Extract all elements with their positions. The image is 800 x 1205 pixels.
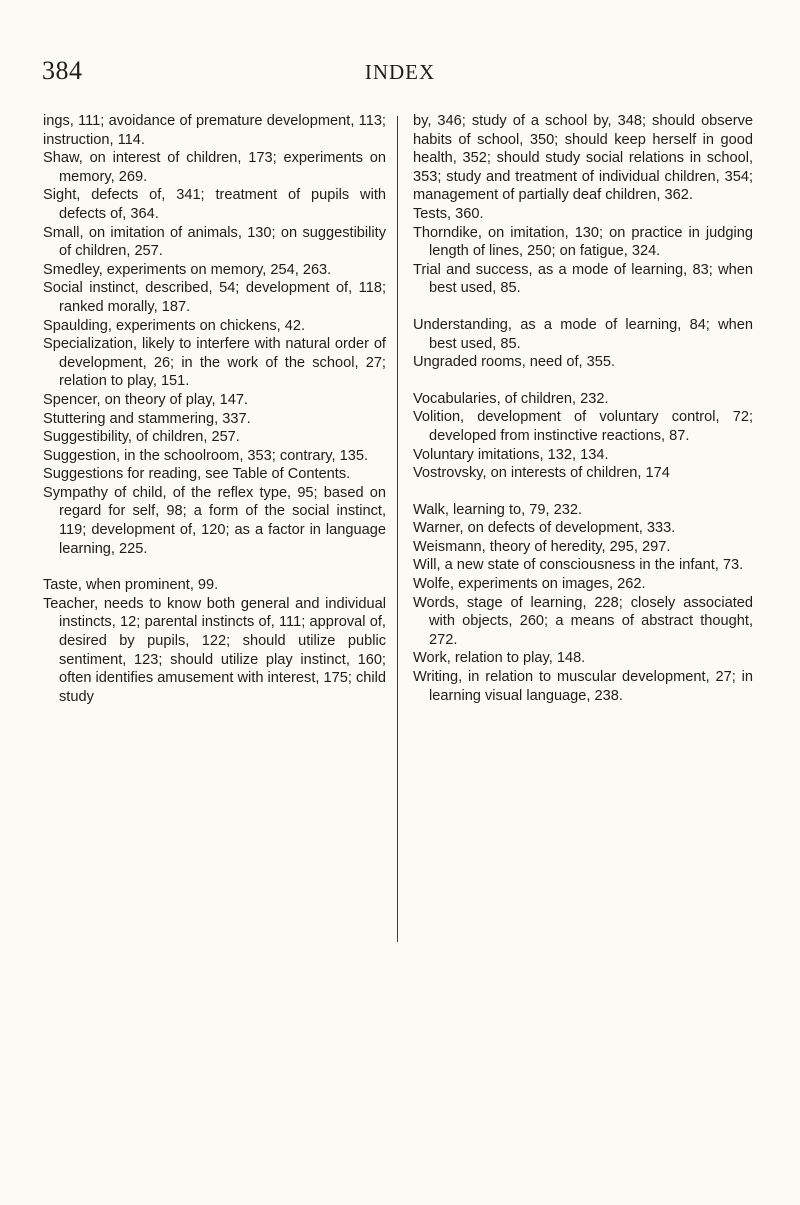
letter-section-gap — [43, 558, 386, 576]
index-entry: Will, a new state of consciousness in the infant, 73. — [413, 557, 744, 574]
page-number: 384 — [42, 56, 83, 85]
index-entry: Weismann, theory of heredity, 295, 297. — [413, 538, 671, 555]
index-entry: Trial and success, as a mode of learning, 83; when best used, 85. — [413, 261, 753, 297]
index-entry: Suggestion, in the schoolroom, 353; contrary, 135. — [43, 447, 369, 464]
index-entry: by, 346; study of a school by, 348; should observe habits of school, 350; should keep herself in good health, 352; should study social relations in school, 353; study and treatment of individual children, 354; management of partially deaf children, 362. — [413, 113, 753, 204]
index-entry: Smedley, experiments on memory, 254, 263. — [43, 261, 332, 278]
index-entry: Work, relation to play, 148. — [413, 650, 586, 667]
index-entry: Tests, 360. — [413, 205, 484, 222]
index-entry: Shaw, on interest of children, 173; experiments on memory, 269. — [43, 150, 386, 185]
index-entry: Voluntary imitations, 132, 134. — [413, 446, 609, 463]
index-entry: Spaulding, experiments on chickens, 42. — [43, 317, 306, 334]
index-entry: Social instinct, described, 54; development of, 118; ranked morally, 187. — [43, 280, 386, 315]
index-entry: Sympathy of child, of the reflex type, 95; based on regard for self, 98; a form of the social instinct, 119; development of, 120; as a factor in language learning, 225. — [43, 484, 386, 557]
index-entry: Writing, in relation to muscular development, 27; in learning visual language, 238. — [413, 669, 753, 704]
index-entry: Taste, when prominent, 99. — [43, 577, 219, 594]
letter-section-gap — [413, 483, 753, 501]
index-entry: Suggestibility, of children, 257. — [43, 429, 240, 446]
index-entry: Specialization, likely to interfere with natural order of development, 26; in the work of the school, 27; relation to play, 151. — [43, 336, 386, 390]
index-entry: Understanding, as a mode of learning, 84; when best used, 85. — [413, 316, 753, 352]
running-head-title: INDEX — [364, 60, 436, 84]
index-entry: Sight, defects of, 341; treatment of pupils with defects of, 364. — [43, 187, 386, 222]
index-entry: ings, 111; avoidance of premature development, 113; instruction, 114. — [43, 113, 386, 148]
letter-section-gap — [413, 372, 753, 390]
index-entry: Wolfe, experiments on images, 262. — [413, 576, 646, 593]
index-column-left — [43, 112, 386, 706]
index-entry: Volition, development of voluntary control, 72; developed from instinctive reactions, 87. — [413, 409, 753, 444]
index-entry: Teacher, needs to know both general and individual instincts, 12; parental instincts of, 111; approval of, desired by pupils, 122; should utilize public sentiment, 123; should utilize play instinct, 160; often identifies amusement with interest, 175; child study — [43, 595, 386, 705]
column-divider — [397, 116, 398, 942]
index-entry: Small, on imitation of animals, 130; on suggestibility of children, 257. — [43, 224, 386, 260]
index-entry: Ungraded rooms, need of, 355. — [413, 354, 616, 371]
index-entry: Thorndike, on imitation, 130; on practice in judging length of lines, 250; on fatigue, 324. — [413, 224, 753, 260]
index-entry: Words, stage of learning, 228; closely associated with objects, 260; a means of abstract thought, 272. — [413, 594, 753, 648]
index-entry: Suggestions for reading, see Table of Contents. — [43, 466, 351, 483]
index-entry: Spencer, on theory of play, 147. — [43, 391, 248, 408]
index-entry: Stuttering and stammering, 337. — [43, 410, 251, 427]
index-column-right — [413, 112, 753, 705]
index-entry: Walk, learning to, 79, 232. — [413, 501, 583, 518]
index-entry: Vostrovsky, on interests of children, 174 — [413, 465, 670, 482]
letter-section-gap — [413, 298, 753, 316]
index-entry: Vocabularies, of children, 232. — [413, 390, 609, 407]
index-entry: Warner, on defects of development, 333. — [413, 520, 676, 537]
